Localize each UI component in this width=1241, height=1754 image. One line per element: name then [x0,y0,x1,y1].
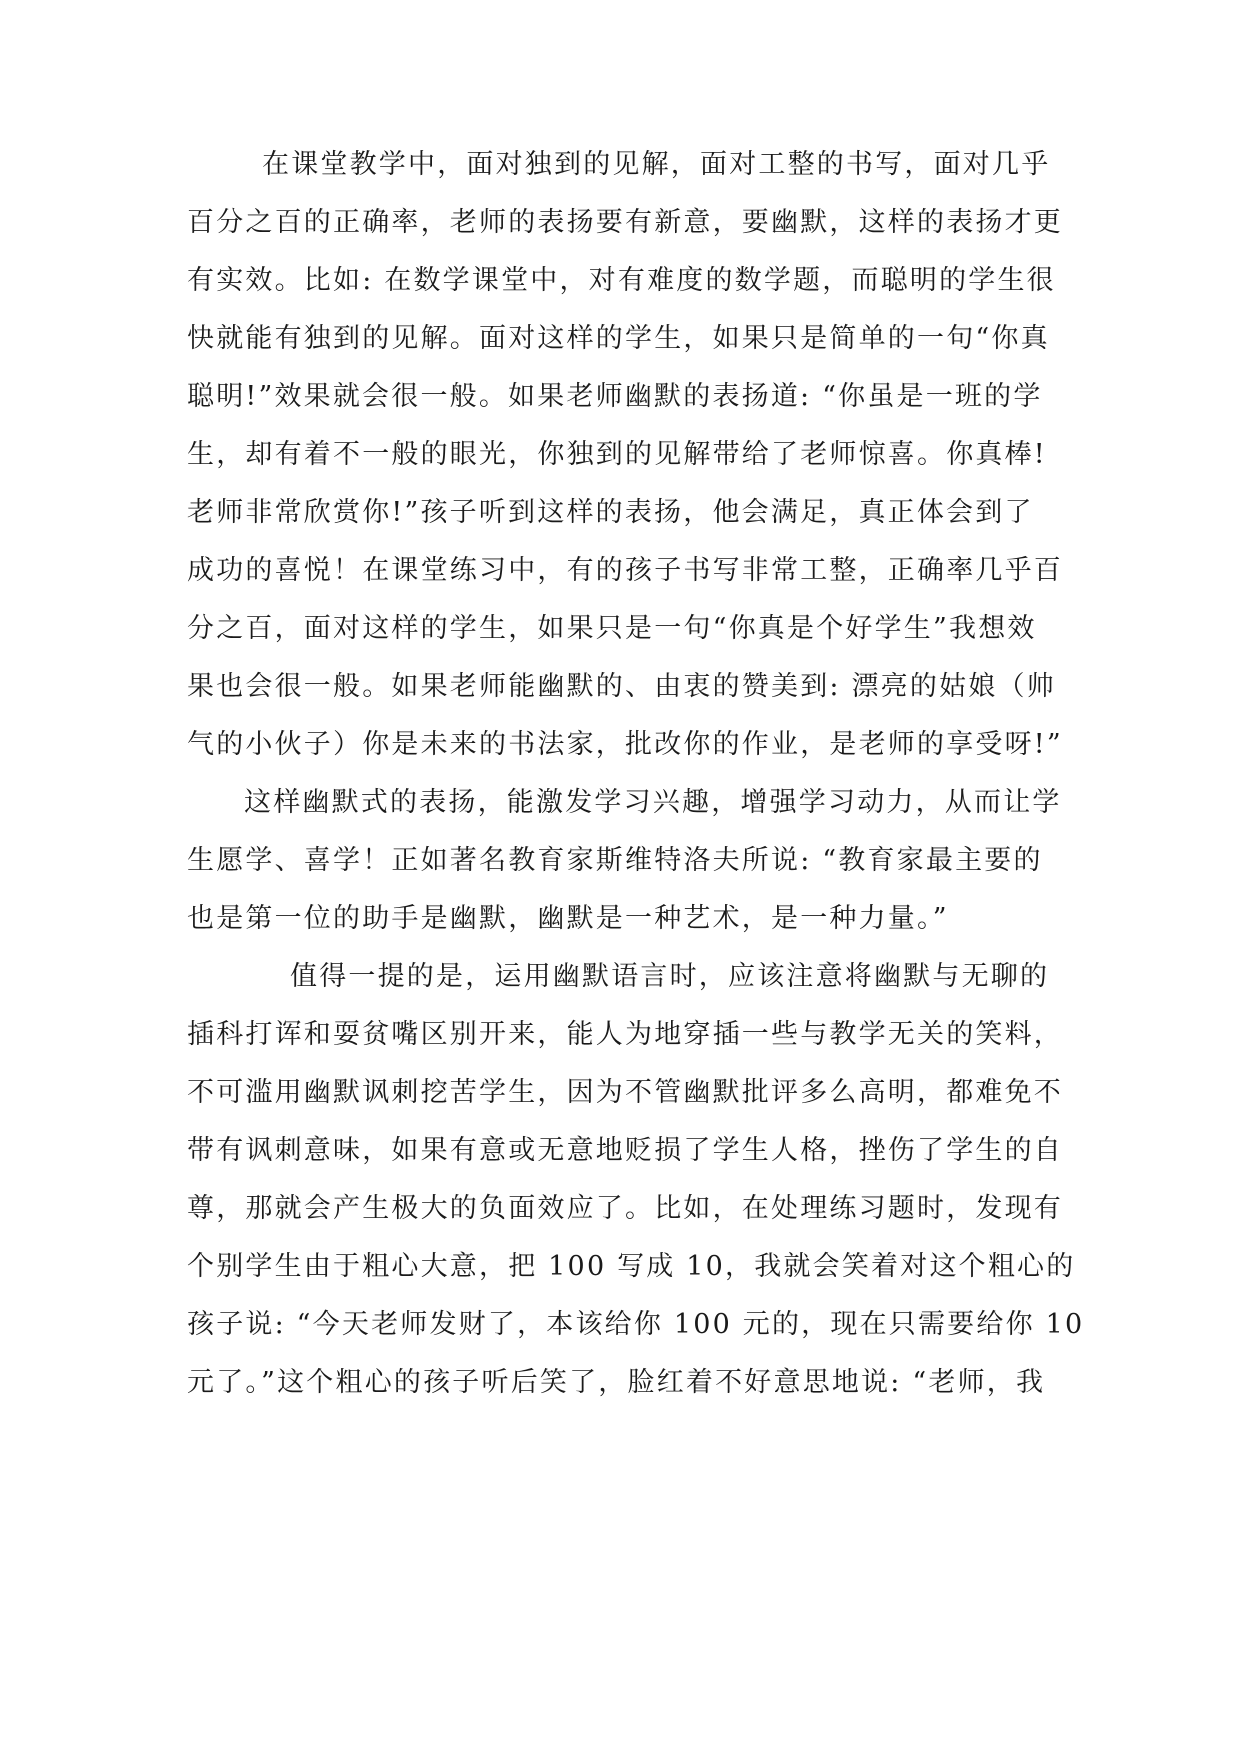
paragraph-line: 个别学生由于粗心大意，把 100 写成 10，我就会笑着对这个粗心的 [187,1251,1076,1282]
paragraph-line: 老师非常欣赏你!”孩子听到这样的表扬，他会满足，真正体会到了 [187,497,1034,528]
paragraph-line: 生愿学、喜学！正如著名教育家斯维特洛夫所说: “教育家最主要的 [187,845,1043,876]
paragraph-line: 也是第一位的助手是幽默，幽默是一种艺术，是一种力量。” [187,903,949,934]
paragraph-line: 值得一提的是，运用幽默语言时，应该注意将幽默与无聊的 [290,961,1050,992]
paragraph-line: 聪明!”效果就会很一般。如果老师幽默的表扬道: “你虽是一班的学 [187,381,1043,412]
paragraph-line: 这样幽默式的表扬，能激发学习兴趣，增强学习动力，从而让学 [244,787,1062,818]
paragraph-line: 分之百，面对这样的学生，如果只是一句“你真是个好学生”我想效 [187,613,1037,644]
paragraph-line: 在课堂教学中，面对独到的见解，面对工整的书写，面对几乎 [262,149,1051,180]
paragraph-line: 不可滥用幽默讽刺挖苦学生，因为不管幽默批评多么高明，都难免不 [187,1077,1063,1108]
paragraph-line: 快就能有独到的见解。面对这样的学生，如果只是简单的一句“你真 [187,323,1050,354]
paragraph-line: 气的小伙子）你是未来的书法家，批改你的作业，是老师的享受呀!” [187,729,1063,760]
paragraph-line: 元了。”这个粗心的孩子听后笑了，脸红着不好意思地说: “老师，我 [187,1367,1046,1398]
paragraph-line: 尊，那就会产生极大的负面效应了。比如，在处理练习题时，发现有 [187,1193,1063,1224]
paragraph-line: 孩子说: “今天老师发财了，本该给你 100 元的，现在只需要给你 10 [187,1309,1085,1340]
paragraph-line: 有实效。比如: 在数学课堂中，对有难度的数学题，而聪明的学生很 [187,265,1056,296]
paragraph-line: 百分之百的正确率，老师的表扬要有新意，要幽默，这样的表扬才更 [187,207,1063,238]
paragraph-line: 成功的喜悦！在课堂练习中，有的孩子书写非常工整，正确率几乎百 [187,555,1063,586]
paragraph-line: 带有讽刺意味，如果有意或无意地贬损了学生人格，挫伤了学生的自 [187,1135,1063,1166]
paragraph-line: 插科打诨和耍贫嘴区别开来，能人为地穿插一些与教学无关的笑料， [187,1019,1063,1050]
paragraph-line: 果也会很一般。如果老师能幽默的、由衷的赞美到: 漂亮的姑娘（帅 [187,671,1056,702]
paragraph-line: 生，却有着不一般的眼光，你独到的见解带给了老师惊喜。你真棒! [187,439,1047,470]
